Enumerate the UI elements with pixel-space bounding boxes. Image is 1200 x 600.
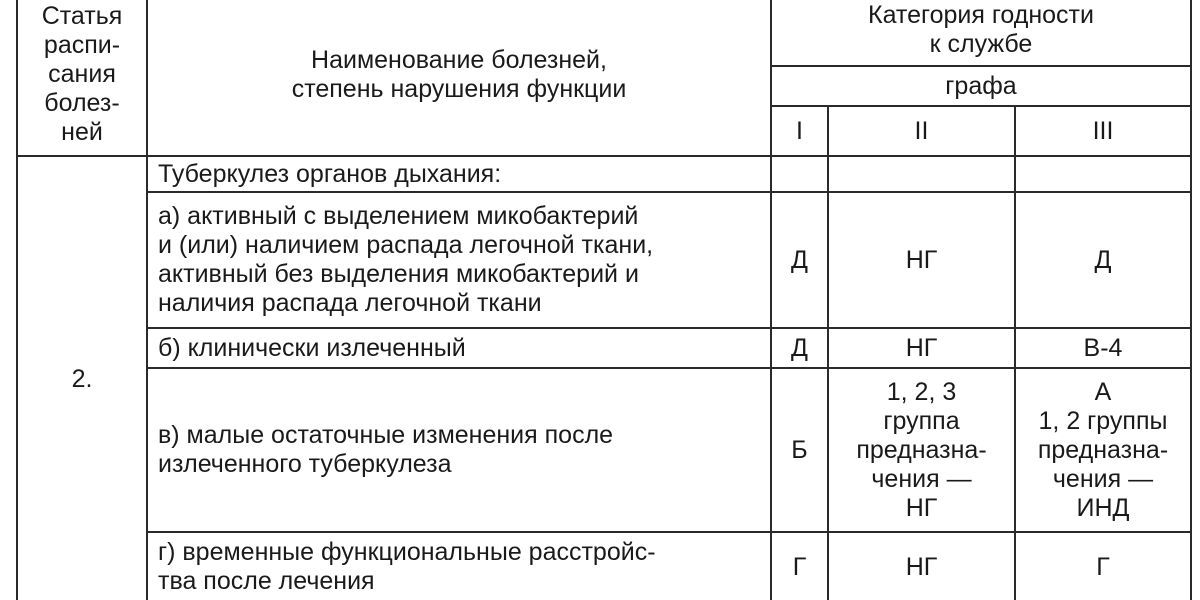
value-cell-ii: НГ (828, 192, 1015, 328)
value-cell-ii (828, 156, 1015, 192)
disease-item-name: в) малые остаточные изменения после излеченного туберкулеза (147, 368, 771, 532)
value-cell-iii (1015, 156, 1191, 192)
disease-group-title: Туберкулез органов дыхания: (147, 156, 771, 192)
value-cell-i: Д (771, 192, 828, 328)
column-header-i: I (771, 106, 828, 156)
table-row (17, 156, 1191, 192)
table-row (17, 368, 1191, 532)
value-cell-iii: Г (1015, 532, 1191, 600)
table-row (17, 532, 1191, 600)
value-cell-i: Б (771, 368, 828, 532)
fitness-category-header: Категория годности к службе (771, 0, 1191, 66)
grafa-header: графа (771, 66, 1191, 106)
table-row (17, 192, 1191, 328)
disease-item-name: г) временные функциональные расстройс- тва после лечения (147, 532, 771, 600)
disease-name-column-header: Наименование болезней, степень нарушения функции (147, 0, 771, 156)
table-row (17, 328, 1191, 368)
value-cell-iii: Д (1015, 192, 1191, 328)
article-column-header: Статья распи- сания болез- ней (17, 0, 147, 156)
value-cell-i: Г (771, 532, 828, 600)
value-cell-iii: В-4 (1015, 328, 1191, 368)
article-number: 2. (17, 156, 147, 600)
column-header-iii: III (1015, 106, 1191, 156)
value-cell-iii: А 1, 2 группы предназна- чения — ИНД (1015, 368, 1191, 532)
value-cell-ii: НГ (828, 328, 1015, 368)
value-cell-i (771, 156, 828, 192)
value-cell-ii: НГ (828, 532, 1015, 600)
disease-schedule-table (16, 0, 1192, 600)
disease-item-name: а) активный с выделением микобактерий и (или) наличием распада легочной ткани, активный без выделения микобактерий и наличия распада легочной ткани (147, 192, 771, 328)
value-cell-ii: 1, 2, 3 группа предназна- чения — НГ (828, 368, 1015, 532)
column-header-ii: II (828, 106, 1015, 156)
value-cell-i: Д (771, 328, 828, 368)
disease-item-name: б) клинически излеченный (147, 328, 771, 368)
